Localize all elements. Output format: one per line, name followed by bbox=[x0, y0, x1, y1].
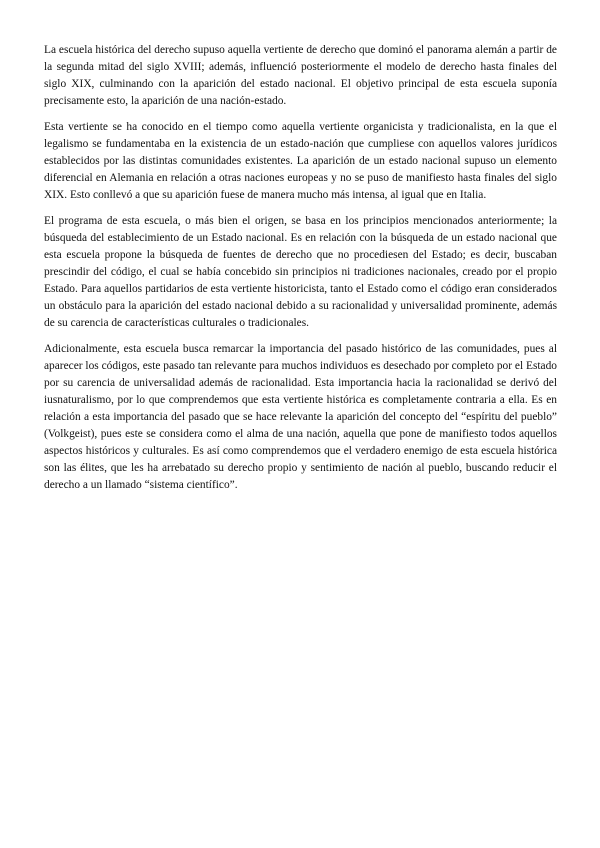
paragraph-3: El programa de esta escuela, o más bien el origen, se basa en los principios mencionados anteriormente; la búsqueda del establecimiento de un Estado nacional. Es en relación con la búsqueda de un estado nacional que esta escuela propone la búsqueda de fuentes de derecho que no procediesen del Estado; es decir, buscaban prescindir del código, el cual se había concebido sin principios ni tradiciones nacionales, creado por el propio Estado. Para aquellos partidarios de esta vertiente historicista, tanto el Estado como el código eran considerados un obstáculo para la aparición del estado nacional debido a su racionalidad y universalidad prominente, además de su carencia de características culturales o tradicionales. bbox=[44, 215, 557, 329]
document-body bbox=[44, 42, 557, 503]
paragraph-4: Adicionalmente, esta escuela busca remarcar la importancia del pasado histórico de las comunidades, pues al aparecer los códigos, este pasado tan relevante para muchos individuos es desechado por completo por el Estado por su carencia de universalidad además de racionalidad. Esta importancia hacia la racionalidad se derivó del iusnaturalismo, por lo que comprendemos que esta vertiente histórica es completamente contraria a ella. Es en relación a esta importancia del pasado que se hace relevante la aparición del concepto del “espíritu del pueblo” (Volkgeist), pues este se considera como el alma de una nación, aquella que pone de manifiesto todos aquellos aspectos históricos y culturales. Es así como comprendemos que el verdadero enemigo de esta escuela histórica son las élites, que les ha arrebatado su derecho propio y sentimiento de nación al pueblo, buscando reducir el derecho a un llamado “sistema científico”. bbox=[44, 343, 557, 491]
paragraph-2: Esta vertiente se ha conocido en el tiempo como aquella vertiente organicista y tradicionalista, en la que el legalismo se fundamentaba en la existencia de un estado-nación que cumpliese con aquellos valores jurídicos establecidos por las distintas comunidades existentes. La aparición de un estado nacional supuso un elemento diferencial en Alemania en relación a otras naciones europeas y no se puso de manifiesto hasta finales del siglo XIX. Esto conllevó a que su aparición fuese de manera mucho más intensa, al igual que en Italia. bbox=[44, 121, 557, 201]
paragraph-1: La escuela histórica del derecho supuso aquella vertiente de derecho que dominó el panorama alemán a partir de la segunda mitad del siglo XVIII; además, influenció posteriormente el modelo de derecho hasta finales del siglo XIX, culminando con la aparición del estado nacional. El objetivo principal de esta escuela suponía precisamente esto, la aparición de una nación-estado. bbox=[44, 44, 557, 107]
